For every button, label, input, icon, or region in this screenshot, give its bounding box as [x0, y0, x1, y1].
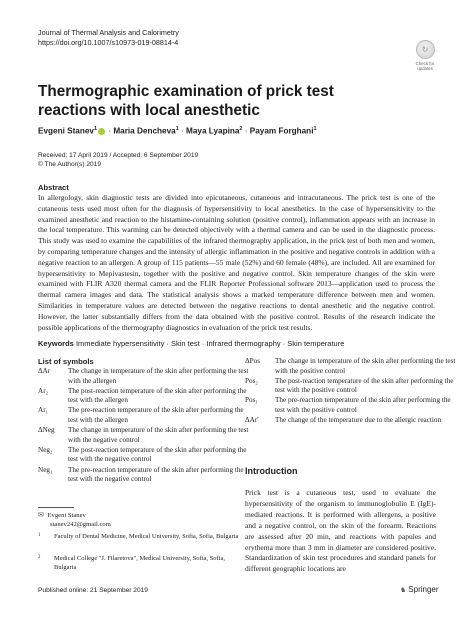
affiliation-number: 2 — [38, 555, 41, 560]
received-accepted: Received: 17 April 2019 / Accepted: 6 September 2019 — [38, 152, 199, 159]
introduction-heading: Introduction — [245, 466, 298, 476]
published-online: Published online: 21 September 2019 — [38, 587, 148, 594]
author-name[interactable]: Evgeni Stanev — [38, 126, 94, 136]
symbol-key: ΔPos — [245, 357, 261, 365]
symbol-description: The change in temperature of the skin after performing the test with the allergen — [68, 367, 249, 385]
keywords-text: Immediate hypersensitivity · Skin test · Infrared thermography · Skin temperature — [75, 339, 345, 348]
author-affiliation-sup: 1 — [175, 126, 179, 132]
orcid-icon[interactable] — [98, 128, 105, 135]
symbol-description: The change of the temperature due to the allergic reaction — [275, 416, 442, 425]
symbol-description: The pre-reaction temperature of the skin after performing the test with the allergen — [68, 406, 244, 424]
journal-header — [38, 28, 179, 47]
abstract-text: In allergology, skin diagnostic tests are divided into epicutaneous, cutaneous and intracutaneous. The prick test is one of the cutaneous tests used most often for the diagnosis of hypersensitivity to local anesthetics. In the case of hypersensitivity to the examined anesthetic and reaction to the histamine-containing solution (positive control), inflammation appears with an increase in the local temperature. This warming can be detected objectively with a thermal camera and can be used in the diagnostic process. This study was used to examine the capabilities of the infrared thermography application, in the prick test of both men and women, by comparing temperature changes and the intensity of allergic inflammation in the positive and negative controls in addition with a negative reaction to an allergen. A group of 115 patients—55 male (52%) and 60 female (48%), are included. All are examined for hypersensitivity to Mepivastesin, together with the positive and negative control. Skin temperature changes of the skin were examined with FLIR A320 thermal camera and the FLIR Reporter Professional software 2013—application used to process the thermal camera images and data. The statistical analysis shows a marked temperature difference between men and women. Similarities in temperature values are detected between the negative reactions to dental anesthetic and the negative control. However, the latter substantially differs from the data obtained with the positive control. Results of the research indicate the possible applications of the thermography diagnostics in evaluation of the prick test results. — [38, 193, 435, 332]
author-separator: · — [242, 126, 250, 136]
author-separator: · — [106, 126, 114, 136]
symbol-description: The change in temperature of the skin after performing the test with the positive control — [275, 357, 456, 375]
check-for-updates-badge[interactable] — [412, 40, 438, 71]
symbol-description: The post-reaction temperature of the skin after performing the test with the allergen — [68, 386, 247, 405]
journal-name: Journal of Thermal Analysis and Calorimetry — [38, 28, 179, 37]
author-name[interactable]: Maria Dencheva — [113, 126, 176, 136]
symbol-key: Neg₁ — [38, 465, 53, 474]
author-name[interactable]: Maya Lyapina — [186, 126, 240, 136]
correspondence-email[interactable]: stanev242@gmail.com — [50, 521, 111, 528]
symbol-key: ΔAr' — [245, 416, 259, 425]
author-list — [38, 126, 317, 136]
badge-label-1: Check for — [415, 61, 435, 66]
affiliation-number: 1 — [38, 533, 41, 538]
symbol-description: The post-reaction temperature of the skin after performing the test with the positive control — [275, 376, 454, 395]
symbol-key: Neg₂ — [38, 445, 53, 454]
keywords-label: Keywords — [38, 339, 74, 348]
dates — [38, 151, 198, 169]
author-affiliation-sup: 2 — [239, 126, 243, 132]
paper-title: Thermographic examination of prick test reactions with local anesthetic — [38, 83, 334, 119]
author-affiliation-sup: 1 — [313, 126, 317, 132]
badge-label-2: updates — [417, 66, 433, 71]
envelope-icon: ✉ — [38, 511, 44, 519]
introduction-text: Prick test is a cutaneous test, used to evaluate the hypersensitivity of the organism to immunoglobulin E (IgE)-mediated reactions. It is performed with allergens, a positive and a negative control, on the skin of the forearm. Reactions are assessed after 20 min, and reactions with papules and erythema more than 3 mm in diameter are considered positive. Standardization of skin test procedures and standard panels for different geographic locations are — [245, 488, 436, 574]
symbol-key: Pos₂ — [245, 376, 258, 385]
symbol-key: Pos₁ — [245, 396, 258, 405]
abstract-heading: Abstract — [38, 183, 69, 192]
author-affiliation-sup: 1 — [93, 126, 98, 132]
symbol-description: The pre-reaction temperature of the skin after performing the test with the positive control — [275, 396, 451, 414]
doi-link[interactable]: https://doi.org/10.1007/s10973-019-08814-4 — [38, 37, 179, 47]
symbol-key: Ar₁ — [38, 406, 49, 415]
author-name[interactable]: Payam Forghani — [249, 126, 314, 136]
symbol-key: Ar₂ — [38, 386, 49, 395]
copyright: © The Author(s) 2019 — [38, 161, 102, 168]
affiliation-text: Medical College "J. Filaretova", Medical University, Sofia, Sofia, Bulgaria — [54, 555, 225, 571]
correspondence — [38, 511, 111, 529]
check-for-updates-icon: ↻ — [416, 40, 435, 59]
author-separator: · — [178, 126, 187, 136]
correspondence-name: Evgeni Stanev — [47, 512, 86, 519]
symbol-description: The change in temperature of the skin after performing the test with the negative control — [68, 426, 249, 444]
footnote-rule — [38, 507, 74, 508]
springer-horse-icon: ♞ — [400, 587, 407, 594]
symbol-description: The post-reaction temperature of the skin after performing the test with the negative control — [68, 445, 247, 464]
symbols-heading: List of symbols — [38, 357, 94, 366]
symbol-description: The pre-reaction temperature of the skin after performing the test with the negative control — [68, 465, 244, 484]
symbol-key: ΔNeg — [38, 426, 55, 435]
symbol-key: ΔAr — [38, 367, 51, 375]
publisher-name: Springer — [408, 585, 439, 594]
keywords — [38, 339, 344, 348]
publisher-logo — [400, 585, 439, 594]
affiliation-text: Faculty of Dental Medicine, Medical University, Sofia, Sofia, Bulgaria — [54, 533, 239, 540]
